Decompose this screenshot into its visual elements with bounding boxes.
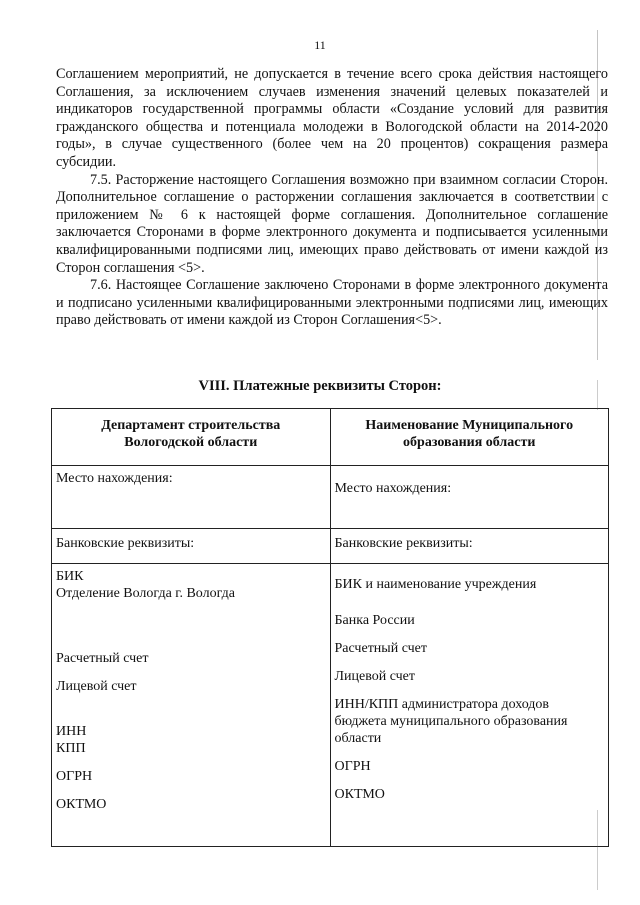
right-oktmo: ОКТМО bbox=[334, 787, 385, 802]
left-header-line-2: Вологодской области bbox=[124, 435, 258, 450]
right-account: Расчетный счет bbox=[334, 641, 428, 656]
scan-artifact-line bbox=[597, 380, 598, 410]
table-row-details bbox=[52, 564, 609, 847]
left-account: Расчетный счет bbox=[56, 651, 149, 666]
right-location-label: Место нахождения: bbox=[334, 481, 452, 496]
left-ogrn: ОГРН bbox=[56, 769, 93, 784]
right-header-line-2: образования области bbox=[403, 435, 536, 450]
right-bank-cell bbox=[330, 529, 609, 564]
right-location-cell bbox=[330, 466, 609, 529]
left-party-header bbox=[52, 409, 331, 466]
left-header-line-1: Департамент строительства bbox=[101, 418, 281, 433]
left-kpp: КПП bbox=[56, 741, 86, 756]
left-oktmo: ОКТМО bbox=[56, 797, 107, 812]
table-row-bank bbox=[52, 529, 609, 564]
left-inn: ИНН bbox=[56, 724, 87, 739]
scan-artifact-line bbox=[597, 810, 598, 890]
right-inn-kpp-line-1: ИНН/КПП администратора доходов bbox=[334, 697, 550, 712]
left-branch: Отделение Вологда г. Вологда bbox=[56, 586, 235, 601]
right-inn-kpp-line-3: области bbox=[334, 731, 382, 746]
table-row-location bbox=[52, 466, 609, 529]
right-header-line-1: Наименование Муниципального bbox=[365, 418, 574, 433]
right-personal-account: Лицевой счет bbox=[334, 669, 416, 684]
agreement-text bbox=[56, 66, 608, 330]
left-bik: БИК bbox=[56, 569, 84, 584]
right-bank-russia: Банка России bbox=[334, 613, 415, 628]
left-details-cell bbox=[52, 564, 331, 847]
table-header-row bbox=[52, 409, 609, 466]
right-details-cell bbox=[330, 564, 609, 847]
left-bank-label: Банковские реквизиты: bbox=[56, 536, 195, 551]
paragraph-7-5: 7.5. Расторжение настоящего Соглашения возможно при взаимном согласии Сторон. Дополнительное соглашение о расторжении соглашения заключается в соответствии с приложением № 6 к настоящей форме соглашения. Дополнительное соглашение заключается Сторонами в форме электронного документа и подписывается усиленными квалифицированными подписями лиц, имеющих право действовать от имени каждой из Сторон соглашения <5>. bbox=[56, 171, 608, 276]
left-bank-cell bbox=[52, 529, 331, 564]
payment-details-table bbox=[51, 408, 609, 847]
right-bik: БИК и наименование учреждения bbox=[334, 577, 537, 592]
scan-artifact-line bbox=[597, 30, 598, 360]
section-title: VIII. Платежные реквизиты Сторон: bbox=[198, 378, 442, 394]
right-ogrn: ОГРН bbox=[334, 759, 371, 774]
right-party-header bbox=[330, 409, 609, 466]
paragraph-continuation: Соглашением мероприятий, не допускается в течение всего срока действия настоящего Соглашения, за исключением случаев изменения значений целевых показателей и индикаторов государственной программы области «Создание условий для развития гражданского общества и потенциала молодежи в Вологодской области на 2014-2020 годы», в случае существенного (более чем на 20 процентов) сокращения размера субсидии. bbox=[56, 66, 608, 170]
paragraph-7-6: 7.6. Настоящее Соглашение заключено Сторонами в форме электронного документа и подписано усиленными квалифицированными электронными подписями лиц, имеющих право действовать от имени каждой из Сторон Соглашения<5>. bbox=[56, 277, 608, 329]
right-inn-kpp-line-2: бюджета муниципального образования bbox=[334, 714, 568, 729]
left-personal-account: Лицевой счет bbox=[56, 679, 137, 694]
left-location-cell bbox=[52, 466, 331, 529]
left-location-label: Место нахождения: bbox=[56, 471, 173, 486]
page-number: 11 bbox=[314, 38, 326, 52]
right-bank-label: Банковские реквизиты: bbox=[334, 536, 473, 551]
